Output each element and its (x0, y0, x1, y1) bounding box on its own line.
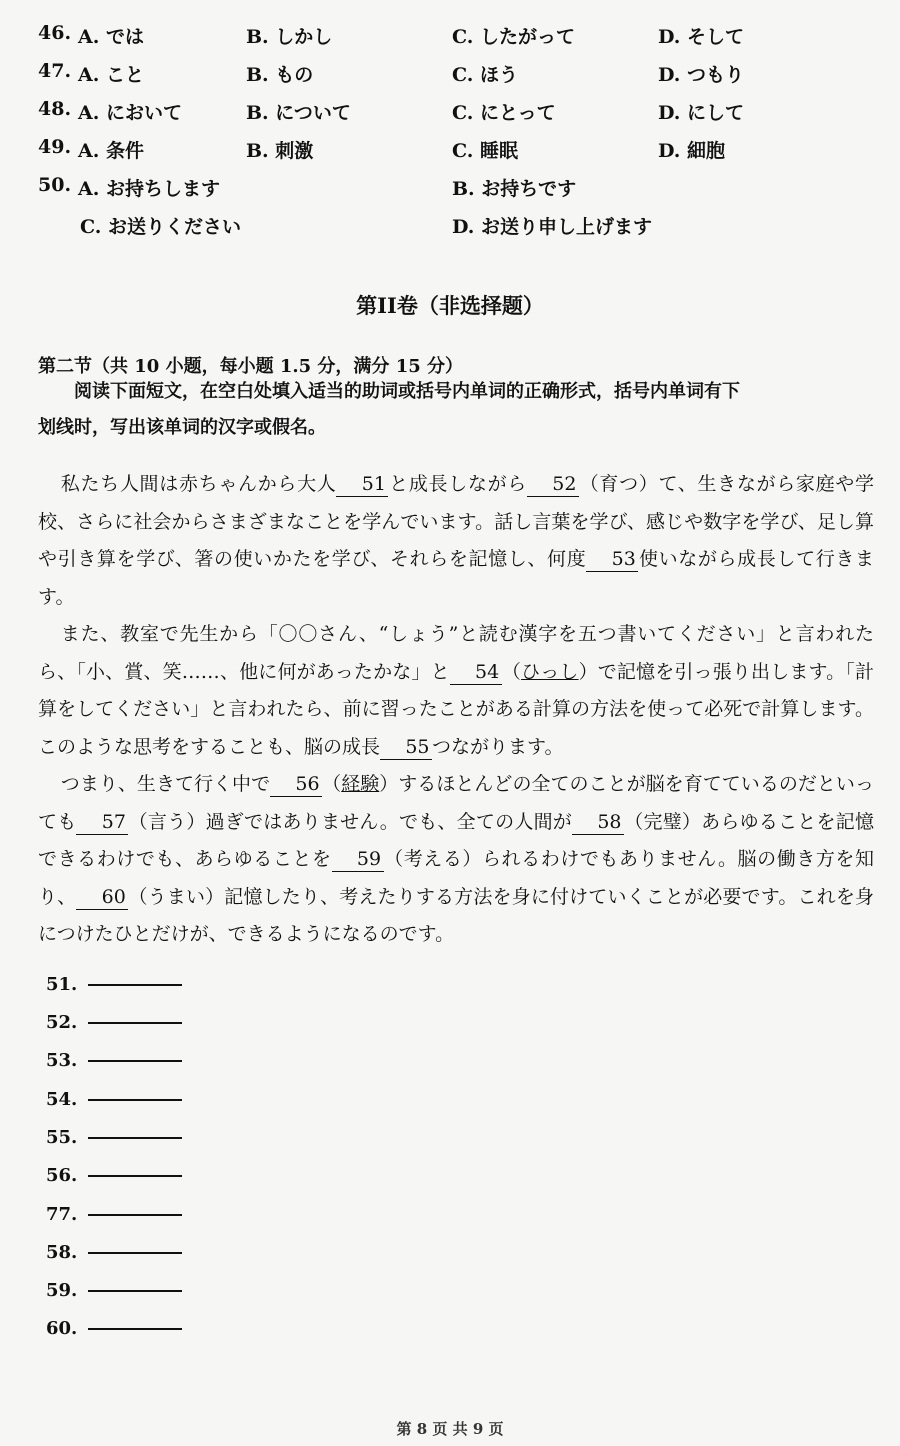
answer-row-56 (46, 1165, 182, 1201)
paragraph-3 (38, 766, 874, 954)
mcq-row-50-cont (0, 212, 900, 248)
option-b: B. しかし (246, 26, 333, 48)
text: と成長しながら (388, 473, 527, 495)
answer-number: 58. (46, 1242, 78, 1263)
text: ）するほとんどの全てのことが脳を育てているのだといっても (38, 773, 874, 833)
answer-line[interactable] (88, 1022, 182, 1024)
option-d: D. つもり (658, 64, 745, 86)
blank-51[interactable]: 51 (336, 472, 388, 497)
blank-56[interactable]: 56 (270, 772, 322, 797)
answer-row-51 (46, 974, 182, 1010)
answer-row-54 (46, 1089, 182, 1125)
mcq-row-47 (0, 60, 900, 96)
blank-58[interactable]: 58 (572, 810, 624, 835)
option-b: B. 刺激 (246, 140, 314, 162)
option-c: C. 睡眠 (452, 140, 519, 162)
question-number: 50. (38, 174, 72, 196)
text: （考える）られるわけでもありません。脳の働き方を知り、 (38, 848, 874, 908)
answer-line[interactable] (88, 1137, 182, 1139)
answer-row-53 (46, 1050, 182, 1086)
answer-row-52 (46, 1012, 182, 1048)
mcq-row-49 (0, 136, 900, 172)
answer-number: 56. (46, 1165, 78, 1186)
section-title: 第II卷（非选择题） (356, 293, 544, 318)
underlined-word: ひっし (521, 660, 579, 683)
text: また、教室で先生から「〇〇さん、“しょう”と読む漢字を五つ書いてください」と言われたら、「小、賞、笑……、他に何があったかな」と (38, 623, 874, 683)
text: 使いながら成長して行きます。 (38, 548, 874, 608)
answer-line[interactable] (88, 1290, 182, 1292)
answer-row-57 (46, 1204, 182, 1240)
option-d: D. お送り申し上げます (452, 216, 653, 238)
answer-line[interactable] (88, 984, 182, 986)
answer-row-60 (46, 1318, 182, 1354)
answer-row-59 (46, 1280, 182, 1316)
text: （うまい）記憶したり、考えたりする方法を身に付けていくことが必要です。これを身につけたひとだけが、できるようになるのです。 (38, 885, 874, 945)
answer-number: 60. (46, 1318, 78, 1339)
answer-number: 59. (46, 1280, 78, 1301)
option-a: A. お持ちします (78, 178, 220, 200)
question-number: 46. (38, 22, 72, 44)
paragraph-2 (38, 616, 874, 766)
option-d: D. 細胞 (658, 140, 726, 162)
option-d: D. にして (658, 102, 745, 124)
answer-number: 53. (46, 1050, 78, 1071)
mcq-row-48 (0, 98, 900, 134)
text: つながります。 (432, 735, 564, 758)
underlined-word: 経験 (341, 773, 380, 795)
text: 私たち人間は赤ちゃんから大人 (60, 473, 337, 495)
option-a: A. こと (78, 64, 144, 86)
mcq-row-50 (0, 174, 900, 210)
page-footer: 第 8 页 共 9 页 (396, 1420, 504, 1438)
mcq-row-46 (0, 22, 900, 58)
blank-54[interactable]: 54 (450, 660, 502, 685)
option-b: B. もの (246, 64, 314, 86)
text: つまり、生きて行く中で (60, 773, 271, 795)
option-b: B. について (246, 102, 351, 124)
question-number: 49. (38, 136, 72, 158)
answer-number: 77. (46, 1204, 78, 1225)
option-a: A. において (78, 102, 182, 124)
option-a: A. 条件 (78, 140, 144, 162)
answer-row-58 (46, 1242, 182, 1278)
option-a: A. では (78, 26, 144, 48)
answer-line[interactable] (88, 1328, 182, 1330)
option-d: D. そして (658, 26, 745, 48)
option-b: B. お持ちです (452, 178, 577, 200)
text: （言う）過ぎではありません。でも、全ての人間が (128, 810, 573, 833)
answer-number: 54. (46, 1089, 78, 1110)
blank-55[interactable]: 55 (380, 735, 432, 760)
question-number: 47. (38, 60, 72, 82)
section-heading: 第二节（共 10 小题，每小题 1.5 分，满分 15 分） (38, 356, 464, 377)
blank-52[interactable]: 52 (527, 472, 579, 497)
blank-59[interactable]: 59 (332, 847, 384, 872)
answer-line[interactable] (88, 1175, 182, 1177)
answer-number: 55. (46, 1127, 78, 1148)
option-c: C. したがって (452, 26, 576, 48)
answer-row-55 (46, 1127, 182, 1163)
question-number: 48. (38, 98, 72, 120)
answer-line[interactable] (88, 1099, 182, 1101)
blank-53[interactable]: 53 (586, 547, 638, 572)
answer-line[interactable] (88, 1060, 182, 1062)
answer-line[interactable] (88, 1252, 182, 1254)
text: （ (322, 773, 342, 795)
blank-57[interactable]: 57 (76, 810, 128, 835)
answer-number: 51. (46, 974, 78, 995)
text: ）で記憶を引っ張り出します。「計算をしてください」と言われたら、前に習ったことがある計算の方法を使って必死で計算します。このような思考をすることも、脳の成長 (38, 660, 874, 758)
text: （ (501, 660, 522, 683)
instruction-line-2: 划线时，写出该单词的汉字或假名。 (38, 417, 326, 438)
blank-60[interactable]: 60 (76, 885, 128, 910)
instruction-line-1: 阅读下面短文，在空白处填入适当的助词或括号内单词的正确形式，括号内单词有下 (74, 381, 740, 402)
text: （育つ）て、生きながら家庭や学校、さらに社会からさまざまなことを学んでいます。話し言葉を学び、感じや数字を学び、足し算や引き算を学び、箸の使いかたを学び、それらを記憶し、何度 (38, 473, 874, 570)
option-c: C. にとって (452, 102, 556, 124)
answer-line[interactable] (88, 1214, 182, 1216)
option-c: C. ほう (452, 64, 519, 86)
text: （完璧）あらゆることを記憶できるわけでも、あらゆることを (38, 810, 874, 870)
option-c: C. お送りください (80, 216, 242, 238)
reading-passage (38, 466, 874, 954)
answer-number: 52. (46, 1012, 78, 1033)
paragraph-1 (38, 466, 874, 616)
